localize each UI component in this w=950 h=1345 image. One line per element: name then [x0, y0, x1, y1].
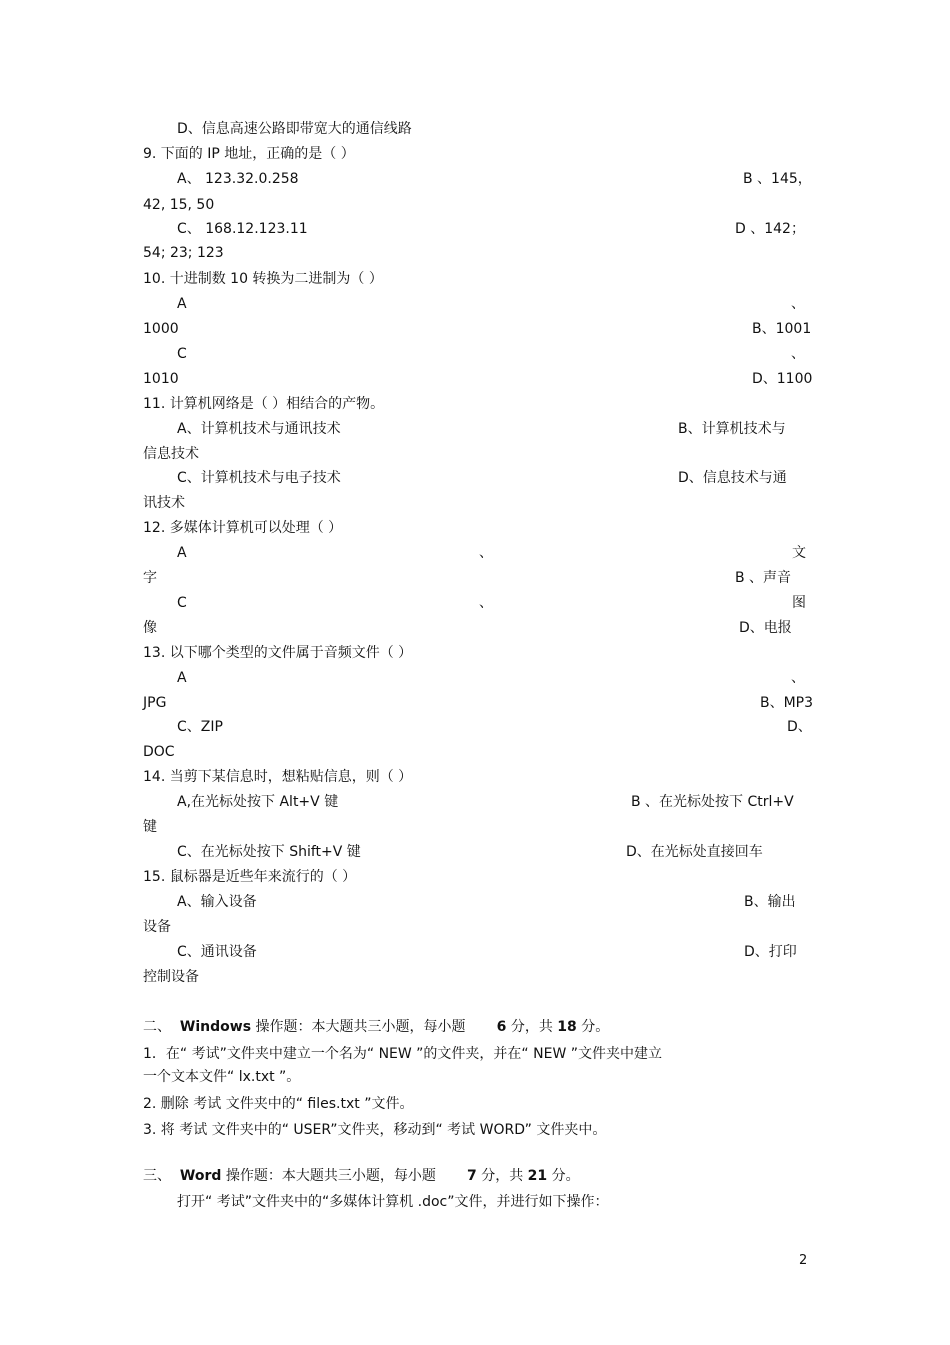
page-number: 2 [799, 1253, 808, 1268]
q11-option-b: B、计算机技术与 [678, 421, 786, 437]
section-2-item-1-line-2: 一个文本文件“ lx.txt ”。 [143, 1069, 301, 1085]
q14-option-b-cont: 键 [143, 819, 157, 835]
q11-option-d-cont: 讯技术 [143, 495, 185, 511]
q10-option-c-letter: C [177, 346, 187, 362]
q12-option-c-sep: 、 [479, 595, 493, 611]
q9-option-a: A、 123.32.0.258 [177, 171, 299, 187]
section-3-heading: 三、 Word 操作题：本大题共三小题，每小题 7 分，共 21 分。 [143, 1168, 580, 1184]
section-2-heading: 二、 Windows 操作题：本大题共三小题，每小题 6 分，共 18 分。 [143, 1019, 610, 1035]
section-3-intro: 打开“ 考试”文件夹中的“多媒体计算机 .doc”文件，并进行如下操作： [177, 1194, 609, 1210]
q10-option-d: D、1100 [752, 371, 813, 387]
q13-option-d-cont: DOC [143, 744, 175, 760]
q11-option-b-cont: 信息技术 [143, 446, 199, 462]
q15-option-c: C、通讯设备 [177, 944, 257, 960]
q10-option-b: B、1001 [752, 321, 812, 337]
q9-option-d-cont: 54; 23; 123 [143, 245, 224, 261]
q15-option-d: D、打印 [744, 944, 797, 960]
q11-stem: 11. 计算机网络是（ ）相结合的产物。 [143, 396, 385, 412]
section-2-item-3: 3. 将 考试 文件夹中的“ USER”文件夹，移动到“ 考试 WORD” 文件夹中。 [143, 1122, 607, 1138]
q9-option-b: B 、145， [743, 171, 812, 187]
q13-option-a-letter: A [177, 670, 187, 686]
q13-stem: 13. 以下哪个类型的文件属于音频文件（ ） [143, 645, 413, 661]
q13-option-b: B、MP3 [760, 695, 814, 711]
q14-stem: 14. 当剪下某信息时，想粘贴信息，则（ ） [143, 769, 413, 785]
q11-option-a: A、计算机技术与通讯技术 [177, 421, 341, 437]
q12-option-a-sep: 、 [479, 545, 493, 561]
q10-stem: 10. 十进制数 10 转换为二进制为（ ） [143, 271, 383, 287]
q12-option-c-char: 图 [792, 595, 806, 611]
q12-option-c-cont: 像 [143, 620, 157, 636]
q15-option-a: A、输入设备 [177, 894, 257, 910]
q10-option-c-value: 1010 [143, 371, 179, 387]
q10-option-a-value: 1000 [143, 321, 179, 337]
q14-option-d: D、在光标处直接回车 [626, 844, 763, 860]
q12-option-a-letter: A [177, 545, 187, 561]
q14-option-b: B 、在光标处按下 Ctrl+V [631, 794, 794, 810]
q15-stem: 15. 鼠标器是近些年来流行的（ ） [143, 869, 357, 885]
q12-option-a-char: 文 [792, 545, 806, 561]
q11-option-d: D、信息技术与通 [678, 470, 787, 486]
q9-stem: 9. 下面的 IP 地址，正确的是（ ） [143, 146, 355, 162]
q12-option-d: D、电报 [739, 620, 792, 636]
q15-option-b-cont: 设备 [143, 919, 171, 935]
q14-option-a: A,在光标处按下 Alt+V 键 [177, 794, 339, 810]
q9-option-c: C、 168.12.123.11 [177, 221, 308, 237]
section-2-item-2: 2. 删除 考试 文件夹中的“ files.txt ”文件。 [143, 1096, 414, 1112]
q12-option-a-cont: 字 [143, 570, 157, 586]
q9-option-b-cont: 42, 15, 50 [143, 197, 215, 213]
q12-stem: 12. 多媒体计算机可以处理（ ） [143, 520, 343, 536]
q13-option-d: D、 [787, 719, 812, 735]
q15-option-b: B、输出 [744, 894, 796, 910]
q13-option-a-value: JPG [143, 695, 167, 711]
q12-option-c-letter: C [177, 595, 187, 611]
q10-option-a-letter: A [177, 296, 187, 312]
q12-option-b: B 、声音 [735, 570, 792, 586]
q9-option-d: D 、142； [735, 221, 805, 237]
q14-option-c: C、在光标处按下 Shift+V 键 [177, 844, 361, 860]
section-2-item-1-line-1: 1．在“ 考试”文件夹中建立一个名为“ NEW ”的文件夹，并在“ NEW ”文件夹中建立 [143, 1046, 662, 1062]
q8-option-d: D、信息高速公路即带宽大的通信线路 [177, 121, 412, 137]
q10-option-a-sep: 、 [791, 296, 805, 312]
q10-option-c-sep: 、 [791, 346, 805, 362]
q11-option-c: C、计算机技术与电子技术 [177, 470, 341, 486]
q13-option-a-sep: 、 [791, 670, 805, 686]
q13-option-c: C、ZIP [177, 719, 223, 735]
q15-option-d-cont: 控制设备 [143, 969, 199, 985]
